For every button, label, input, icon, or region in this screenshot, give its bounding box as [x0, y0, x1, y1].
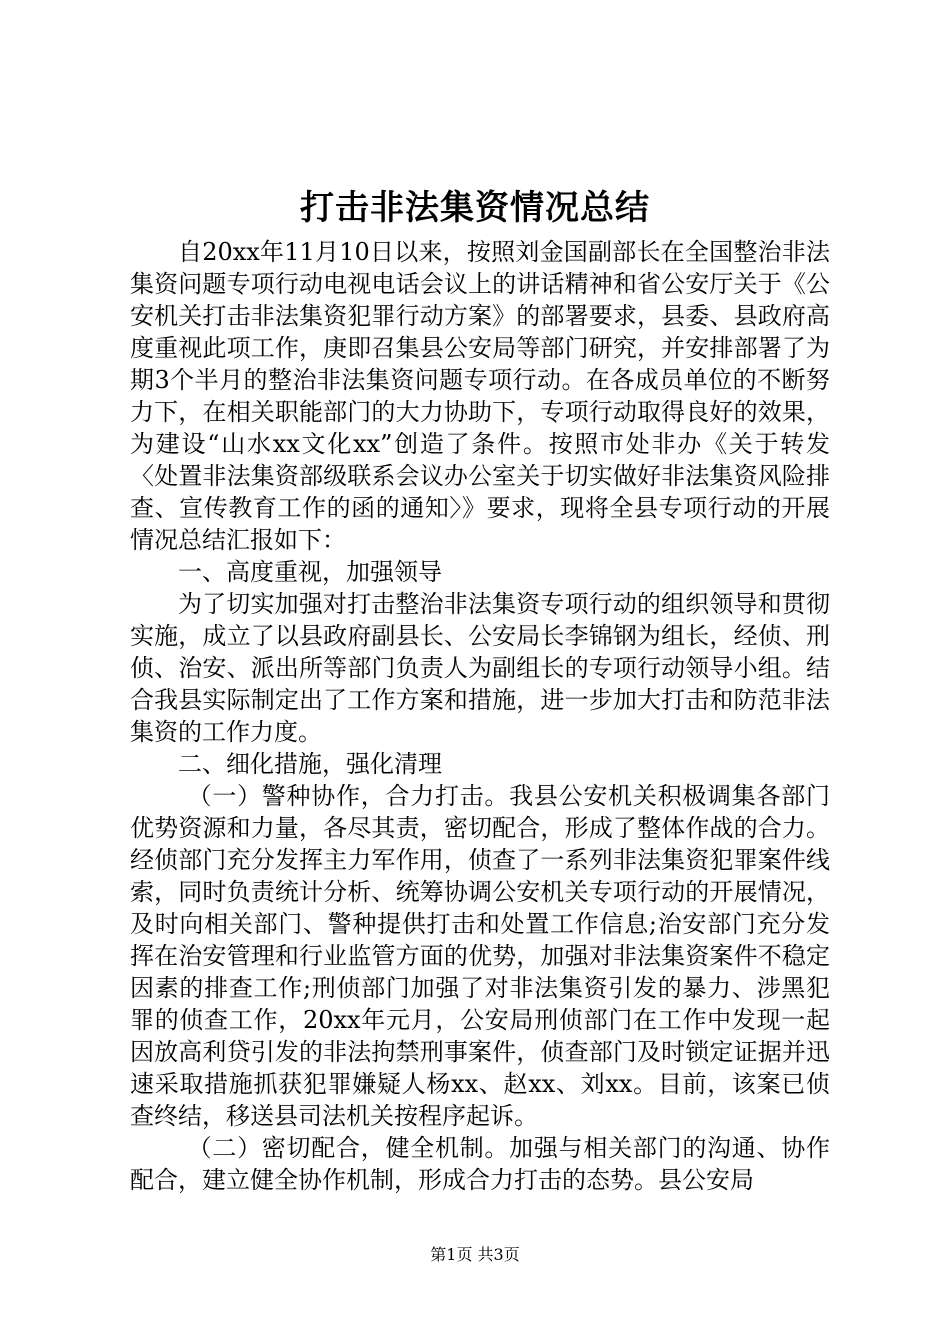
paragraph-subsection-2: （二）密切配合，健全机制。加强与相关部门的沟通、协作配合，建立健全协作机制，形成合力打击的态势。县公安局 — [130, 1134, 830, 1194]
section-heading-1: 一、高度重视，加强领导 — [178, 558, 442, 586]
section-heading-2: 二、细化措施，强化清理 — [178, 750, 442, 778]
paragraph-subsection-1: （一）警种协作，合力打击。我县公安机关积极调集各部门优势资源和力量，各尽其责，密切配合，形成了整体作战的合力。经侦部门充分发挥主力军作用，侦查了一系列非法集资犯罪案件线索，同时负责统计分析、统筹协调公安机关专项行动的开展情况，及时向相关部门、警种提供打击和处置工作信息;治安部门充分发挥在治安管理和行业监管方面的优势，加强对非法集资案件不稳定因素的排查工作;刑侦部门加强了对非法集资引发的暴力、涉黑犯罪的侦查工作，20xx年元月，公安局刑侦部门在工作中发现一起因放高利贷引发的非法拘禁刑事案件，侦查部门及时锁定证据并迅速采取措施抓获犯罪嫌疑人杨xx、赵xx、刘xx。目前，该案已侦查终结，移送县司法机关按程序起诉。 — [130, 782, 830, 1130]
document-body — [130, 236, 830, 1196]
paragraph-section-1: 为了切实加强对打击整治非法集资专项行动的组织领导和贯彻实施，成立了以县政府副县长、公安局长李锦钢为组长，经侦、刑侦、治安、派出所等部门负责人为副组长的专项行动领导小组。结合我县实际制定出了工作方案和措施，进一步加大打击和防范非法集资的工作力度。 — [130, 590, 830, 746]
paragraph-intro: 自20xx年11月10日以来，按照刘金国副部长在全国整治非法集资问题专项行动电视电话会议上的讲话精神和省公安厅关于《公安机关打击非法集资犯罪行动方案》的部署要求，县委、县政府高度重视此项工作，庚即召集县公安局等部门研究，并安排部署了为期3个半月的整治非法集资问题专项行动。在各成员单位的不断努力下，在相关职能部门的大力协助下，专项行动取得良好的效果，为建设“山水xx文化xx”创造了条件。按照市处非办《关于转发〈处置非法集资部级联系会议办公室关于切实做好非法集资风险排查、宣传教育工作的函的通知〉》要求，现将全县专项行动的开展情况总结汇报如下： — [130, 238, 830, 554]
page-footer: 第1页 共3页 — [430, 1245, 520, 1264]
document-title: 打击非法集资情况总结 — [300, 188, 650, 228]
